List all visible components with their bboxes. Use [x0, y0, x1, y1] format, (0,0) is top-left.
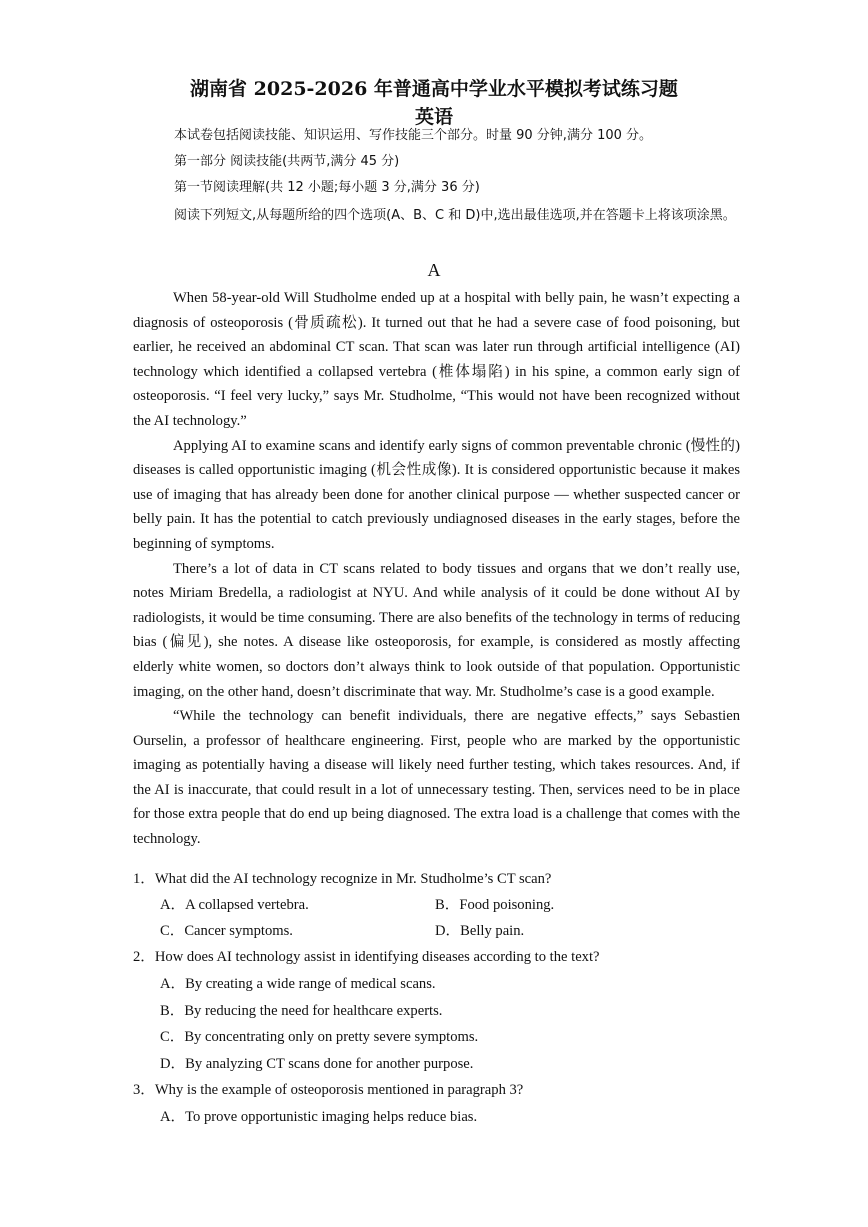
question-2-stem: 2．How does AI technology assist in identifying diseases according to the text? — [133, 949, 600, 965]
exam-title: 湖南省 2025-2026 年普通高中学业水平模拟考试练习题 — [190, 78, 678, 100]
question-2-option-b: B．By reducing the need for healthcare experts. — [160, 1003, 443, 1019]
instruction-text: 阅读下列短文,从每题所给的四个选项(A、B、C 和 D)中,选出最佳选项,并在答题卡上将该项涂黑。 — [174, 208, 736, 223]
passage-paragraph: When 58-year-old Will Studholme ended up at a hospital with belly pain, he wasn’t expecting a diagnosis of osteoporosis (骨质疏松). It turned out that he had a severe case of food poisoning, but earlier, he received an abdominal CT scan. That scan was later run through artificial intelligence (AI) technology which identified a collapsed vertebra (椎体塌陷) in his spine, a common early sign of osteoporosis. “I feel very lucky,” says Mr. Studholme, “This would not have been recognized without the AI technology.” — [133, 290, 740, 429]
question-2-option-a: A．By creating a wide range of medical scans. — [160, 976, 436, 992]
passage-paragraph: There’s a lot of data in CT scans related to body tissues and organs that we don’t really use, notes Miriam Bredella, a radiologist at NYU. And while analysis of it could be done without AI by radiologists, it would be time consuming. There are also benefits of the technology in terms of reducing bias (偏见), she notes. A disease like osteoporosis, for example, is considered as mostly affecting elderly white women, so doctors don’t always think to look outside of that population. Opportunistic imaging, on the other hand, doesn’t discriminate that way. Mr. Studholme’s case is a good example. — [133, 560, 740, 700]
passage-label: A — [427, 260, 441, 280]
exam-subject: 英语 — [414, 106, 453, 128]
question-2-option-d: D．By analyzing CT scans done for another purpose. — [160, 1056, 474, 1072]
question-1-option-c: C．Cancer symptoms. — [160, 923, 293, 939]
passage-body — [133, 286, 740, 852]
question-2-option-c: C．By concentrating only on pretty severe symptoms. — [160, 1029, 479, 1045]
passage-paragraph: Applying AI to examine scans and identify early signs of common preventable chronic (慢性的) diseases is called opportunistic imaging (机会性成像). It is considered opportunistic because it makes use of imaging that has already been done for another clinical purpose — whether suspected cancer or belly pain. It has the potential to catch previously undiagnosed diseases in the early stages, before the beginning of symptoms. — [133, 437, 740, 552]
question-1-option-d: D．Belly pain. — [435, 923, 525, 939]
part-heading: 第一部分 阅读技能(共两节,满分 45 分) — [174, 154, 400, 169]
question-1-option-a: A．A collapsed vertebra. — [160, 897, 309, 913]
passage-paragraph: “While the technology can benefit individuals, there are negative effects,” says Sebastien Ourselin, a professor of healthcare engineering. First, people who are marked by the opportunistic imaging as potentially having a disease will likely need further testing, which takes resources. And, if the AI is inaccurate, that could result in a lot of unnecessary testing. Then, services need to be in place for those extra people that do end up being diagnosed. The extra load is a challenge that comes with the technology. — [133, 708, 740, 848]
question-1-option-b: B．Food poisoning. — [435, 897, 555, 913]
question-3-stem: 3．Why is the example of osteoporosis mentioned in paragraph 3? — [133, 1082, 524, 1098]
section-heading: 第一节阅读理解(共 12 小题;每小题 3 分,满分 36 分) — [174, 180, 480, 195]
question-1-stem: 1．What did the AI technology recognize in Mr. Studholme’s CT scan? — [133, 871, 552, 887]
exam-note: 本试卷包括阅读技能、知识运用、写作技能三个部分。时量 90 分钟,满分 100 分。 — [174, 128, 653, 143]
question-3-option-a: A．To prove opportunistic imaging helps reduce bias. — [160, 1109, 478, 1125]
